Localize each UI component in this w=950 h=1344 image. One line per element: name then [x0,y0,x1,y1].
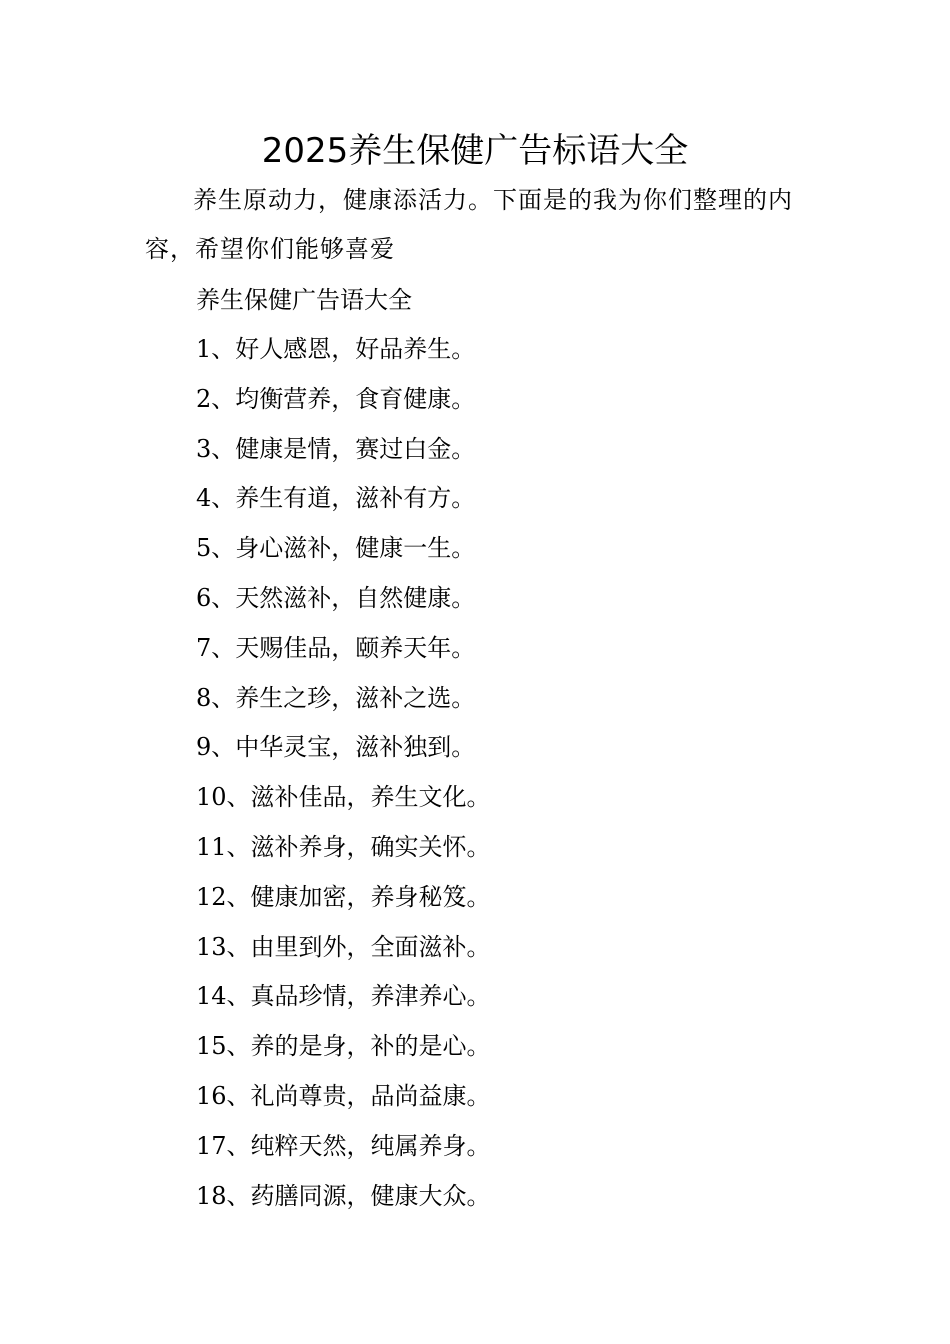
list-item: 13、由里到外，全面滋补。 [196,932,491,961]
list-item: 6、天然滋补，自然健康。 [196,583,476,612]
list-item: 15、养的是身，补的是心。 [196,1032,491,1061]
list-item: 8、养生之珍，滋补之选。 [196,683,476,712]
list-item: 7、天赐佳品，颐养天年。 [196,633,476,662]
document-title: 2025养生保健广告标语大全 [261,131,689,171]
list-item: 2、均衡营养，食育健康。 [196,384,476,413]
list-item: 11、滋补养身，确实关怀。 [196,832,491,861]
list-item: 5、身心滋补，健康一生。 [196,534,476,563]
list-item: 4、养生有道，滋补有方。 [196,484,476,513]
list-item: 1、好人感恩，好品养生。 [196,335,476,363]
list-item: 18、药膳同源，健康大众。 [196,1181,491,1210]
list-item: 3、健康是情，赛过白金。 [196,434,476,463]
section-heading: 养生保健广告语大全 [196,286,412,314]
list-item: 14、真品珍情，养津养心。 [196,982,491,1011]
list-item: 17、纯粹天然，纯属养身。 [196,1131,491,1160]
slogan-list [196,325,491,1221]
list-item: 12、健康加密，养身秘笈。 [196,882,491,911]
intro-paragraph: 养生原动力，健康添活力。下面是的我为你们整理的内容，希望你们能够喜爱 [145,186,793,263]
list-item: 9、中华灵宝，滋补独到。 [196,733,476,762]
list-item: 10、滋补佳品，养生文化。 [196,783,491,812]
list-item: 16、礼尚尊贵，品尚益康。 [196,1081,491,1110]
